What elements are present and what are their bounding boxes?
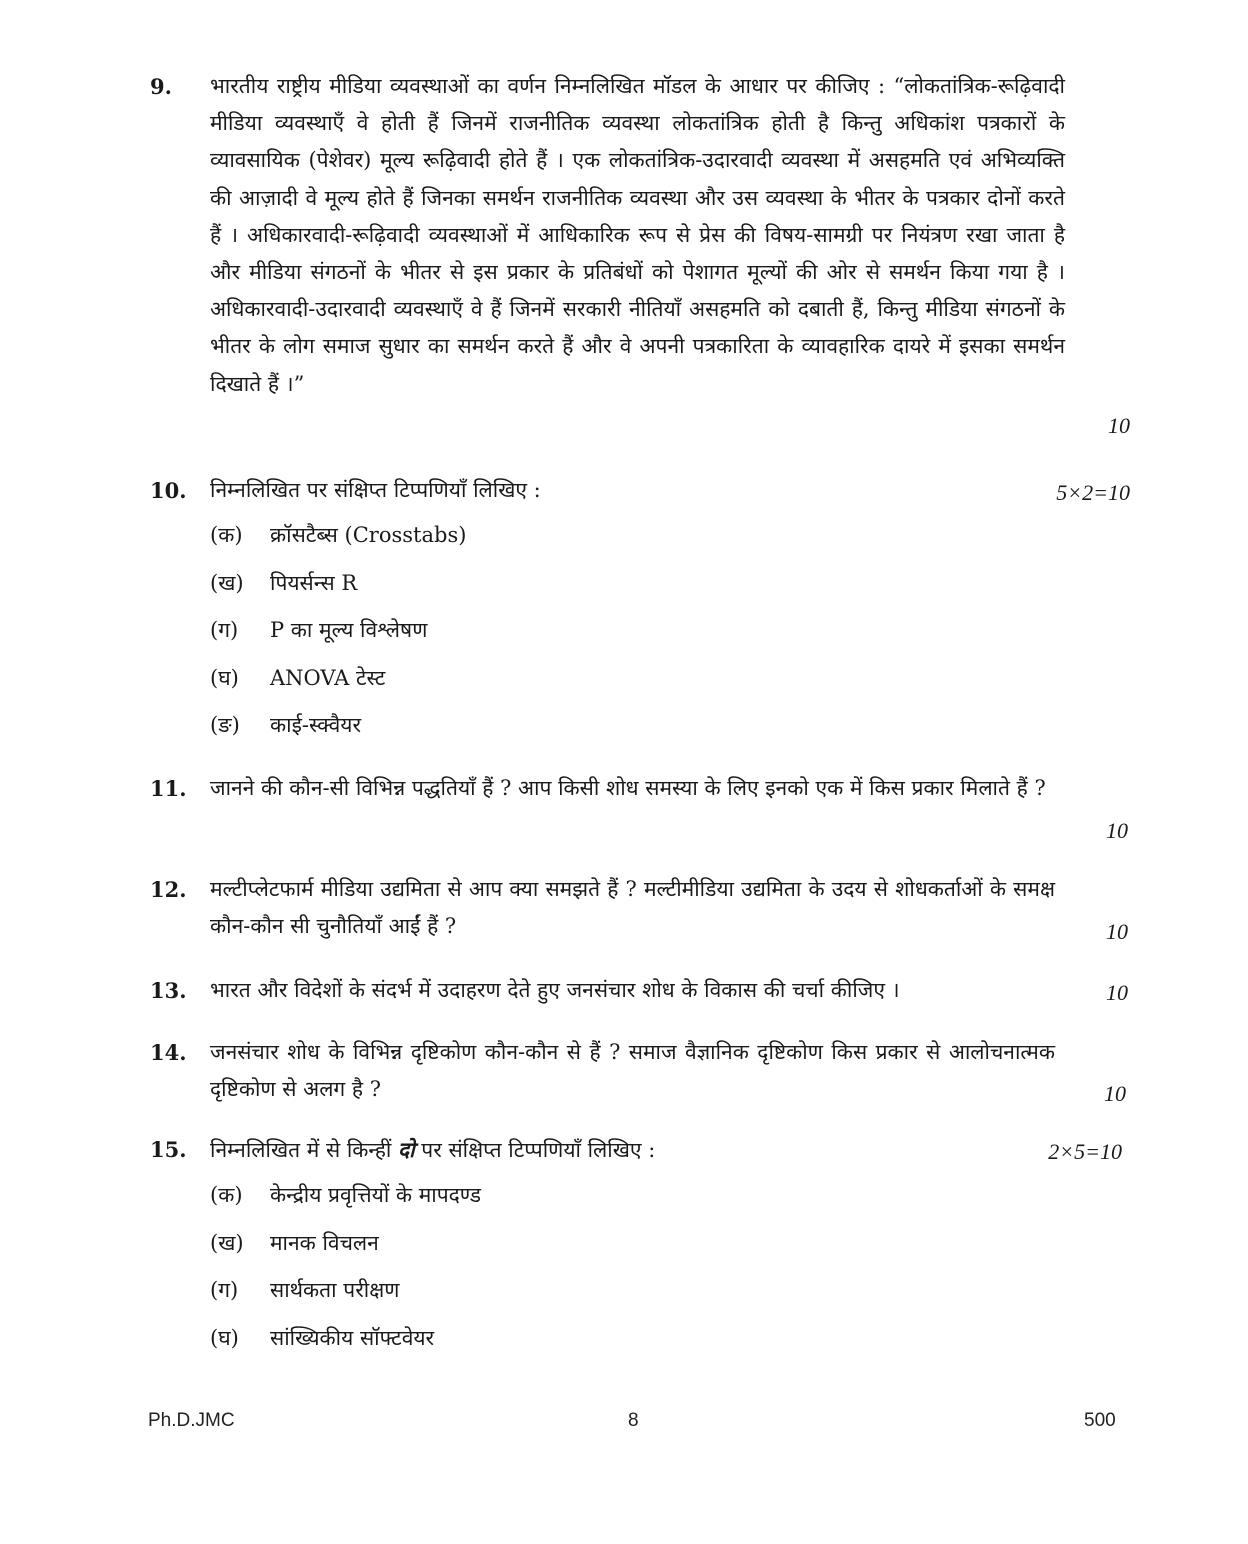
sub-item <box>210 563 1055 611</box>
question-12 <box>150 871 1140 951</box>
question-number: 15. <box>150 1137 187 1162</box>
question-text: भारतीय राष्ट्रीय मीडिया व्यवस्थाओं का वर्णन निम्नलिखित मॉडल के आधार पर कीजिए : “लोकतांत्रिक-रूढ़िवादी मीडिया व्यवस्थाएँ वे होती हैं जिनमें राजनीतिक व्यवस्था लोकतांत्रिक होती है किन्तु अधिकांश पत्रकारों के व्यावसायिक (पेशेवर) मूल्य रूढ़िवादी होते हैं । एक लोकतांत्रिक-उदारवादी व्यवस्था में असहमति एवं अभिव्यक्ति की आज़ादी वे मूल्य होते हैं जिनका समर्थन राजनीतिक व्यवस्था और उस व्यवस्था के भीतर के पत्रकार दोनों करते हैं । अधिकारवादी-रूढ़िवादी व्यवस्थाओं में आधिकारिक रूप से प्रेस की विषय-सामग्री पर नियंत्रण रखा जाता है और मीडिया संगठनों के भीतर से इस प्रकार के प्रतिबंधों को पेशागत मूल्यों की ओर से समर्थन किया गया है । अधिकारवादी-उदारवादी व्यवस्थाएँ वे हैं जिनमें सरकारी नीतियाँ असहमति को दबाती हैं, किन्तु मीडिया संगठनों के भीतर के लोग समाज सुधार का समर्थन करते हैं और वे अपनी पत्रकारिता के व्यावहारिक दायरे में इसका समर्थन दिखाते हैं ।” <box>210 74 1065 396</box>
question-number: 12. <box>150 877 187 902</box>
question-14 <box>150 1034 1140 1114</box>
sub-item-text: ANOVA टेस्ट <box>270 665 386 690</box>
question-number: 13. <box>150 978 187 1003</box>
question-text-before: निम्नलिखित में से किन्हीं <box>210 1138 392 1162</box>
sub-item-label: (ख) <box>210 570 244 595</box>
question-number: 9. <box>150 74 172 99</box>
sub-item-text: क्रॉसटैब्स (Crosstabs) <box>270 523 467 548</box>
question-text <box>210 1131 1055 1169</box>
sub-item <box>210 515 1055 563</box>
sub-item-label: (ङ) <box>210 713 240 738</box>
footer-code: Ph.D.JMC <box>148 1410 235 1431</box>
sub-item-text: काई-स्क्वैयर <box>270 713 362 738</box>
sub-item <box>210 705 1055 753</box>
question-text-after: पर संक्षिप्त टिप्पणियाँ लिखिए : <box>421 1138 656 1162</box>
question-marks: 10 <box>1106 980 1128 1005</box>
sub-item-text: पियर्सन्स R <box>270 570 358 595</box>
sub-item-text: P का मूल्य विश्लेषण <box>270 618 428 643</box>
question-marks: 10 <box>1108 413 1130 438</box>
sub-item-list <box>210 1175 1055 1365</box>
sub-item-label: (ग) <box>210 1278 239 1303</box>
sub-item-label: (क) <box>210 1183 243 1208</box>
question-text: जानने की कौन-सी विभिन्न पद्धतियाँ हैं ? आप किसी शोध समस्या के लिए इनको एक में किस प्रकार मिलाते हैं ? <box>210 776 1046 800</box>
sub-item <box>210 1318 1055 1366</box>
sub-item-text: सार्थकता परीक्षण <box>270 1278 400 1303</box>
question-text: भारत और विदेशों के संदर्भ में उदाहरण देते हुए जनसंचार शोध के विकास की चर्चा कीजिए । <box>210 978 900 1002</box>
sub-item <box>210 610 1055 658</box>
sub-item-label: (ग) <box>210 618 239 643</box>
question-marks: 10 <box>1106 919 1128 944</box>
sub-item-label: (क) <box>210 523 243 548</box>
sub-item <box>210 1175 1055 1223</box>
question-15 <box>150 1131 1140 1371</box>
question-9 <box>150 68 1140 448</box>
question-10 <box>150 472 1140 747</box>
question-marks: 10 <box>1106 818 1128 843</box>
question-text-emphasis: दो <box>398 1137 415 1162</box>
sub-item-text: केन्द्रीय प्रवृत्तियों के मापदण्ड <box>270 1183 482 1208</box>
sub-item-label: (घ) <box>210 1325 239 1350</box>
question-marks: 10 <box>1104 1081 1126 1106</box>
question-11 <box>150 770 1140 850</box>
sub-item-text: मानक विचलन <box>270 1230 379 1255</box>
footer-page-number: 8 <box>628 1410 639 1431</box>
question-marks: 2×5=10 <box>1048 1139 1122 1164</box>
sub-item <box>210 1270 1055 1318</box>
sub-item-label: (ख) <box>210 1230 244 1255</box>
question-marks: 5×2=10 <box>1056 480 1130 505</box>
footer-serial: 500 <box>1084 1410 1116 1431</box>
question-13 <box>150 972 1140 1012</box>
sub-item-label: (घ) <box>210 665 239 690</box>
sub-item-list <box>210 515 1055 753</box>
question-text: मल्टीप्लेटफार्म मीडिया उद्यमिता से आप क्या समझते हैं ? मल्टीमीडिया उद्यमिता के उदय से शोधकर्ताओं के समक्ष कौन-कौन सी चुनौतियाँ आईं हैं ? <box>210 877 1055 939</box>
question-text: जनसंचार शोध के विभिन्न दृष्टिकोण कौन-कौन से हैं ? समाज वैज्ञानिक दृष्टिकोण किस प्रकार से आलोचनात्मक दृष्टिकोण से अलग है ? <box>210 1040 1055 1102</box>
sub-item-text: सांख्यिकीय सॉफ्टवेयर <box>270 1325 435 1350</box>
question-number: 10. <box>150 478 187 503</box>
sub-item <box>210 1223 1055 1271</box>
question-text: निम्नलिखित पर संक्षिप्त टिप्पणियाँ लिखिए : <box>210 478 541 502</box>
question-number: 11. <box>150 776 187 801</box>
question-number: 14. <box>150 1040 187 1065</box>
sub-item <box>210 658 1055 706</box>
